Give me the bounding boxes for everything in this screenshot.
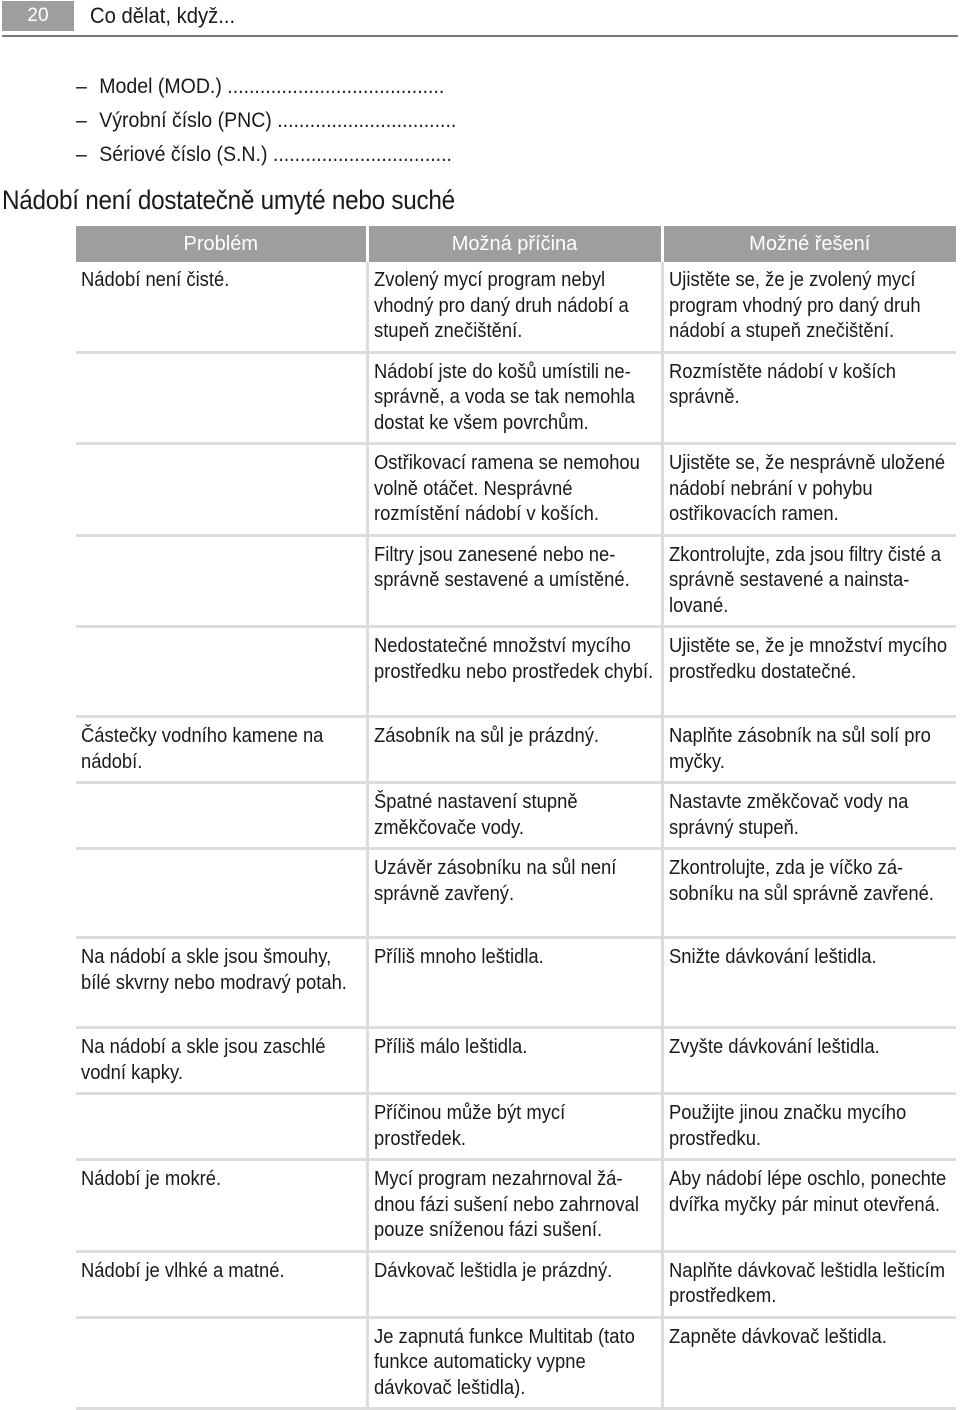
header-rule xyxy=(2,35,958,37)
problem-cell xyxy=(76,1094,367,1160)
cause-cell: Nádobí jste do košů umístili nesprávně, a voda se tak nemohla dostat ke všem povrchům. xyxy=(367,352,662,444)
serial-line: Sériové číslo (S.N.) ................................. xyxy=(99,143,452,166)
table-header-row xyxy=(76,226,956,262)
solution-cell: Naplňte dávkovač leštidla lešticím prostředkem. xyxy=(662,1251,956,1317)
table-row xyxy=(76,352,956,444)
solution-cell: Zvyšte dávkování leštidla. xyxy=(662,1028,956,1094)
table-row xyxy=(76,1251,956,1317)
solution-cell: Nastavte změkčovač vody na správný stupeň. xyxy=(662,783,956,849)
column-header-cause: Možná příčina xyxy=(367,226,662,262)
page-header xyxy=(0,0,960,38)
cause-cell: Zvolený mycí program nebyl vhodný pro daný druh nádobí a stupeň znečištění. xyxy=(367,262,662,352)
problem-cell: Nádobí je mokré. xyxy=(76,1160,367,1252)
column-header-solution: Možné řešení xyxy=(662,226,956,262)
cause-cell: Příliš mnoho leštidla. xyxy=(367,938,662,1028)
solution-cell: Ujistěte se, že nesprávně uložené nádobí nebrání v pohybu ostřikovacích ramen. xyxy=(662,444,956,536)
table-row xyxy=(76,535,956,627)
solution-cell: Aby nádobí lépe oschlo, ponechte dvířka myčky pár minut otevřená. xyxy=(662,1160,956,1252)
problem-cell xyxy=(76,444,367,536)
product-info-list xyxy=(76,70,485,172)
table-row xyxy=(76,849,956,938)
cause-cell: Uzávěr zásobníku na sůl není správně zavřený. xyxy=(367,849,662,938)
table-row xyxy=(76,1317,956,1409)
cause-cell: Dávkovač leštidla je prázdný. xyxy=(367,1251,662,1317)
problem-cell: Na nádobí a skle jsou šmouhy, bílé skvrny nebo modravý potah. xyxy=(76,938,367,1028)
solution-cell: Zapněte dávkovač leštidla. xyxy=(662,1317,956,1409)
table-row xyxy=(76,262,956,352)
problem-cell xyxy=(76,352,367,444)
solution-cell: Snižte dávkování leštidla. xyxy=(662,938,956,1028)
solution-cell: Zkontrolujte, zda jsou filtry čisté a správně sestavené a nainstalované. xyxy=(662,535,956,627)
pnc-line: Výrobní číslo (PNC) ................................. xyxy=(99,109,457,132)
cause-cell: Špatné nastavení stupně změkčovače vody. xyxy=(367,783,662,849)
cause-cell: Příliš málo leštidla. xyxy=(367,1028,662,1094)
problem-cell xyxy=(76,1317,367,1409)
cause-cell: Mycí program nezahrnoval žádnou fázi sušení nebo zahrnoval pouze sníženou fázi sušení. xyxy=(367,1160,662,1252)
troubleshooting-table xyxy=(76,226,956,1410)
solution-cell: Naplňte zásobník na sůl solí pro myčky. xyxy=(662,717,956,783)
problem-cell: Částečky vodního kamene na nádobí. xyxy=(76,717,367,783)
table-row xyxy=(76,1028,956,1094)
problem-cell xyxy=(76,627,367,717)
table-row xyxy=(76,1160,956,1252)
cause-cell: Zásobník na sůl je prázdný. xyxy=(367,717,662,783)
section-title: Nádobí není dostatečně umyté nebo suché xyxy=(2,185,455,215)
table-row xyxy=(76,938,956,1028)
list-dash: – xyxy=(76,143,87,166)
problem-cell: Nádobí není čisté. xyxy=(76,262,367,352)
table-row xyxy=(76,444,956,536)
cause-cell: Nedostatečné množství mycího prostředku nebo prostředek chybí. xyxy=(367,627,662,717)
solution-cell: Rozmístěte nádobí v koších správně. xyxy=(662,352,956,444)
list-dash: – xyxy=(76,75,87,98)
problem-cell xyxy=(76,783,367,849)
problem-cell: Na nádobí a skle jsou zaschlé vodní kapky. xyxy=(76,1028,367,1094)
problem-cell xyxy=(76,849,367,938)
column-header-problem: Problém xyxy=(76,226,367,262)
solution-cell: Ujistěte se, že je množství mycího prostředku dostatečné. xyxy=(662,627,956,717)
cause-cell: Filtry jsou zanesené nebo nesprávně sestavené a umístěné. xyxy=(367,535,662,627)
problem-cell xyxy=(76,535,367,627)
page-number: 20 xyxy=(2,1,74,31)
solution-cell: Ujistěte se, že je zvolený mycí program vhodný pro daný druh nádobí a stupeň znečištění. xyxy=(662,262,956,352)
list-dash: – xyxy=(76,109,87,132)
table-row xyxy=(76,717,956,783)
list-item xyxy=(76,138,456,172)
solution-cell: Použijte jinou značku mycího prostředku. xyxy=(662,1094,956,1160)
cause-cell: Ostřikovací ramena se nemohou volně otáčet. Nesprávné rozmístění nádobí v koších. xyxy=(367,444,662,536)
problem-cell: Nádobí je vlhké a matné. xyxy=(76,1251,367,1317)
model-line: Model (MOD.) ........................................ xyxy=(99,75,445,98)
list-item xyxy=(76,70,456,104)
table-row xyxy=(76,627,956,717)
cause-cell: Je zapnutá funkce Multitab (tato funkce automaticky vypne dávkovač leštidla). xyxy=(367,1317,662,1409)
solution-cell: Zkontrolujte, zda je víčko zásobníku na sůl správně zavřené. xyxy=(662,849,956,938)
list-item xyxy=(76,104,456,138)
cause-cell: Příčinou může být mycí prostředek. xyxy=(367,1094,662,1160)
table-row xyxy=(76,1094,956,1160)
table-row xyxy=(76,783,956,849)
header-title: Co dělat, když... xyxy=(90,3,236,28)
